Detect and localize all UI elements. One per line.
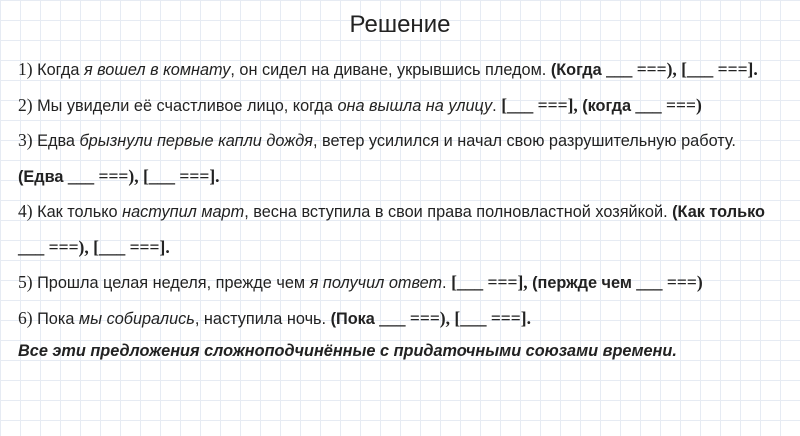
conclusion: Все эти предложения сложноподчинённые с придаточными союзами времени.	[18, 342, 677, 360]
scheme-diagram: ___ ===), [___ ===].	[63, 165, 220, 186]
scheme-conjunction: (Как только	[672, 203, 765, 221]
scheme-diagram: ___ ===), [___ ===].	[18, 236, 170, 257]
subordinate-clause: я получил ответ	[309, 274, 443, 292]
scheme-diagram: ___ ===)	[631, 94, 702, 115]
sentence-text: , наступила ночь.	[194, 309, 331, 328]
scheme-diagram: [___ ===],	[501, 94, 583, 115]
sentence-item-5	[18, 265, 782, 301]
scheme-conjunction: (когда	[582, 96, 632, 115]
sentence-text: Прошла целая неделя, прежде чем	[32, 274, 310, 292]
scheme-conjunction: (перждe чем	[532, 274, 632, 292]
scheme-conjunction: (Когда	[550, 61, 602, 79]
subordinate-clause: она вышла на улицу	[337, 96, 493, 115]
item-number: 3)	[18, 130, 33, 150]
sentence-text: , весна вступила в свои права полновластной хозяйкой.	[244, 203, 673, 221]
sentence-text: .	[492, 96, 502, 115]
sentence-text: , ветер усилился и начал свою разрушительную работу.	[312, 132, 736, 150]
subordinate-clause: наступил март	[122, 203, 245, 221]
sentence-text: , он сидел на диване, укрывшись пледом.	[230, 61, 551, 79]
subordinate-clause: мы собирались	[78, 309, 195, 328]
sentence-item-2	[18, 88, 782, 124]
sentence-text: Мы увидели её счастливое лицо, когда	[32, 96, 338, 115]
item-number: 4)	[18, 201, 33, 221]
sentence-item-3	[18, 123, 782, 194]
scheme-diagram: [___ ===],	[451, 272, 533, 292]
scheme-diagram: ___ ===), [___ ===].	[601, 59, 758, 79]
sentence-text: Едва	[32, 132, 80, 150]
sentence-item-4	[18, 194, 782, 265]
subordinate-clause: я вошел в комнату	[83, 61, 231, 79]
sentence-text: Когда	[32, 61, 84, 79]
page-title: Решение	[349, 11, 451, 38]
item-number: 2)	[18, 94, 33, 115]
subordinate-clause: брызнули первые капли дождя	[79, 132, 313, 150]
item-number: 5)	[18, 272, 33, 292]
scheme-diagram: ___ ===), [___ ===].	[374, 307, 531, 328]
sentence-item-1	[18, 52, 782, 88]
scheme-conjunction: (Едва	[18, 167, 64, 186]
sentence-text: .	[442, 274, 452, 292]
item-number: 1)	[18, 59, 33, 79]
scheme-diagram: ___ ===)	[631, 272, 703, 292]
scheme-conjunction: (Пока	[330, 309, 375, 328]
sentence-item-6	[18, 301, 782, 337]
item-number: 6)	[18, 307, 33, 328]
sentence-text: Как только	[32, 203, 123, 221]
sentence-text: Пока	[32, 309, 79, 328]
